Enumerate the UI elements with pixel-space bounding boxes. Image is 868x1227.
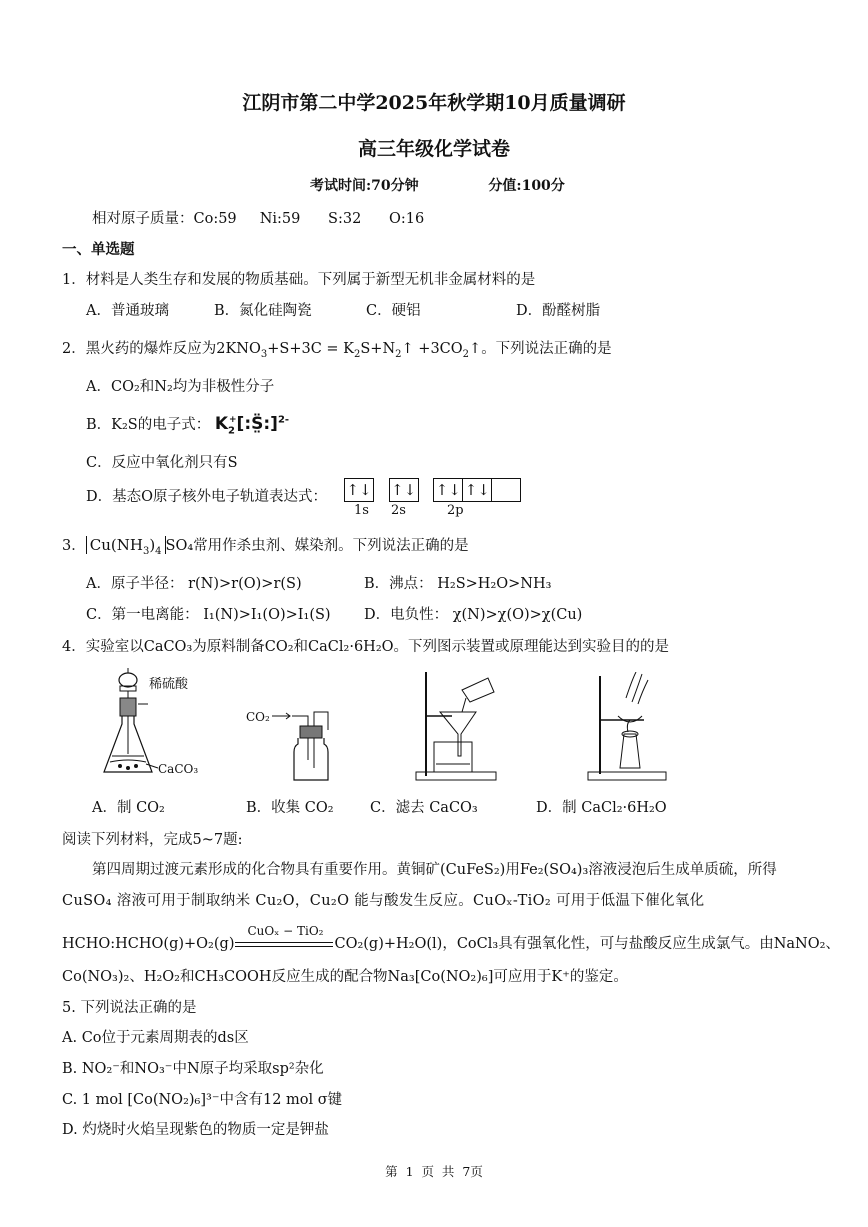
label-co2: CO₂ [246, 710, 270, 724]
q4-option-d: D．制 CaCl₂·6H₂O [536, 800, 667, 816]
q2-option-b-label: B．K₂S的电子式： [86, 417, 211, 433]
equation-catalyst: CuOₓ − TiO₂ [247, 923, 324, 938]
label-acid: 稀硫酸 [149, 677, 189, 692]
q4-option-b: B．收集 CO₂ [246, 800, 334, 816]
q3-option-d: D．电负性： χ(N)>χ(O)>χ(Cu) [364, 607, 583, 623]
orbital-2p-1: ↑↓ [433, 478, 463, 502]
q4-stem: 4．实验室以CaCO₃为原料制备CO₂和CaCl₂·6H₂O。下列图示装置或原理能达到实验目的的是 [62, 639, 670, 655]
equation-arrow [235, 923, 333, 947]
reading-intro: 阅读下列材料，完成5~7题: [62, 832, 243, 848]
q5-option-c: C. 1 mol [Co(NO₂)₆]³⁻中含有12 mol σ键 [62, 1092, 343, 1108]
reading-line-2: CuSO₄ 溶液可用于制取纳米 Cu₂O，Cu₂O 能与酸发生反应。CuOₓ-TiO₂ 可用于低温下催化氧化 [62, 893, 705, 909]
apparatus-c-filtration [412, 668, 502, 784]
q5-stem: 5. 下列说法正确的是 [62, 1000, 197, 1016]
orbital-2p-2: ↑↓ [463, 478, 492, 502]
q1-option-a: A．普通玻璃 [86, 303, 169, 319]
atomic-mass: 相对原子质量：Co:59 Ni:59 S:32 O:16 [92, 211, 425, 227]
exam-subtitle: 高三年级化学试卷 [357, 138, 510, 160]
q3-stem: 3． $Cu(NH_3)_4$ SO₄常用作杀虫剂、媒染剂。下列说法正确的是 [62, 536, 469, 557]
reading-line-4: Co(NO₃)₂、H₂O₂和CH₃COOH反应生成的配合物Na₃[Co(NO₂)₆]可应用于K⁺的鉴定。 [62, 969, 628, 985]
orbital-1s: ↑↓ [344, 478, 374, 502]
q1-option-b: B．氮化硅陶瓷 [214, 303, 312, 319]
q3-option-c: C．第一电离能： I₁(N)>I₁(O)>I₁(S) [86, 607, 331, 623]
orbital-label-1s: 1s [354, 503, 369, 518]
q4-option-a: A．制 CO₂ [92, 800, 165, 816]
reading-equation-left: HCHO:HCHO(g)+O₂(g) [62, 936, 235, 952]
q2-option-c: C．反应中氧化剂只有S [86, 455, 238, 471]
page-footer: 第 1 页 共 7页 [385, 1164, 483, 1179]
apparatus-d-evaporation [582, 672, 672, 784]
reading-line-3 [62, 923, 840, 953]
orbital-2p-3 [492, 478, 521, 502]
q5-option-d: D. 灼烧时火焰呈现紫色的物质一定是钾盐 [62, 1122, 329, 1138]
q5-option-a: A. Co位于元素周期表的ds区 [62, 1030, 249, 1046]
q2-stem-prefix: 2．黑火药的爆炸反应为2KNO [62, 341, 261, 357]
q5-option-b: B. NO₂⁻和NO₃⁻中N原子均采取sp²杂化 [62, 1061, 324, 1077]
electron-formula: $K_2^+[:S̤̈:]^{2-}$ [214, 414, 290, 437]
q1-stem: 1．材料是人类生存和发展的物质基础。下列属于新型无机非金属材料的是 [62, 272, 536, 288]
exam-time: 考试时间:70分钟 [310, 178, 419, 194]
orbital-label-2s: 2s [391, 503, 406, 518]
orbital-label-2p: 2p [447, 503, 464, 518]
reading-line-1: 第四周期过渡元素形成的化合物具有重要作用。黄铜矿(CuFeS₂)用Fe₂(SO₄)₃溶液浸泡后生成单质硫，所得 [92, 862, 777, 878]
q2-option-b [86, 413, 290, 437]
orbital-diagram [344, 478, 521, 502]
reading-equation-right: CO₂(g)+H₂O(l)，CoCl₃具有强氧化性，可与盐酸反应生成氯气。由NaNO₂、 [334, 936, 840, 952]
q3-stem-suffix: SO₄常用作杀虫剂、媒染剂。下列说法正确的是 [165, 538, 469, 554]
q2-stem-suffix: 。下列说法正确的是 [481, 341, 612, 357]
exam-meta [310, 175, 565, 195]
q2-stem: 2．黑火药的爆炸反应为$2KNO_3+S+3C$ = $K_2S+N_2↑$ $+3CO_2↑$。下列说法正确的是 [62, 341, 612, 360]
q3-option-a: A．原子半径： r(N)>r(O)>r(S) [86, 576, 302, 592]
q2-option-a: A．CO₂和N₂均为非极性分子 [86, 379, 275, 395]
orbital-2s: ↑↓ [389, 478, 419, 502]
section-heading: 一、单选题 [62, 241, 135, 258]
q1-option-d: D．酚醛树脂 [516, 303, 601, 319]
q2-option-d: D．基态O原子核外电子轨道表达式： [86, 489, 328, 505]
apparatus-b-bottle [272, 700, 342, 782]
q4-option-c: C．滤去 CaCO₃ [370, 800, 478, 816]
exam-title: 江阴市第二中学2025年秋学期10月质量调研 [242, 92, 626, 114]
label-caco3: CaCO₃ [158, 762, 199, 776]
q3-option-b: B．沸点： H₂S>H₂O>NH₃ [364, 576, 552, 592]
q1-option-c: C．硬铝 [366, 303, 421, 319]
exam-score: 分值:100分 [488, 178, 565, 194]
